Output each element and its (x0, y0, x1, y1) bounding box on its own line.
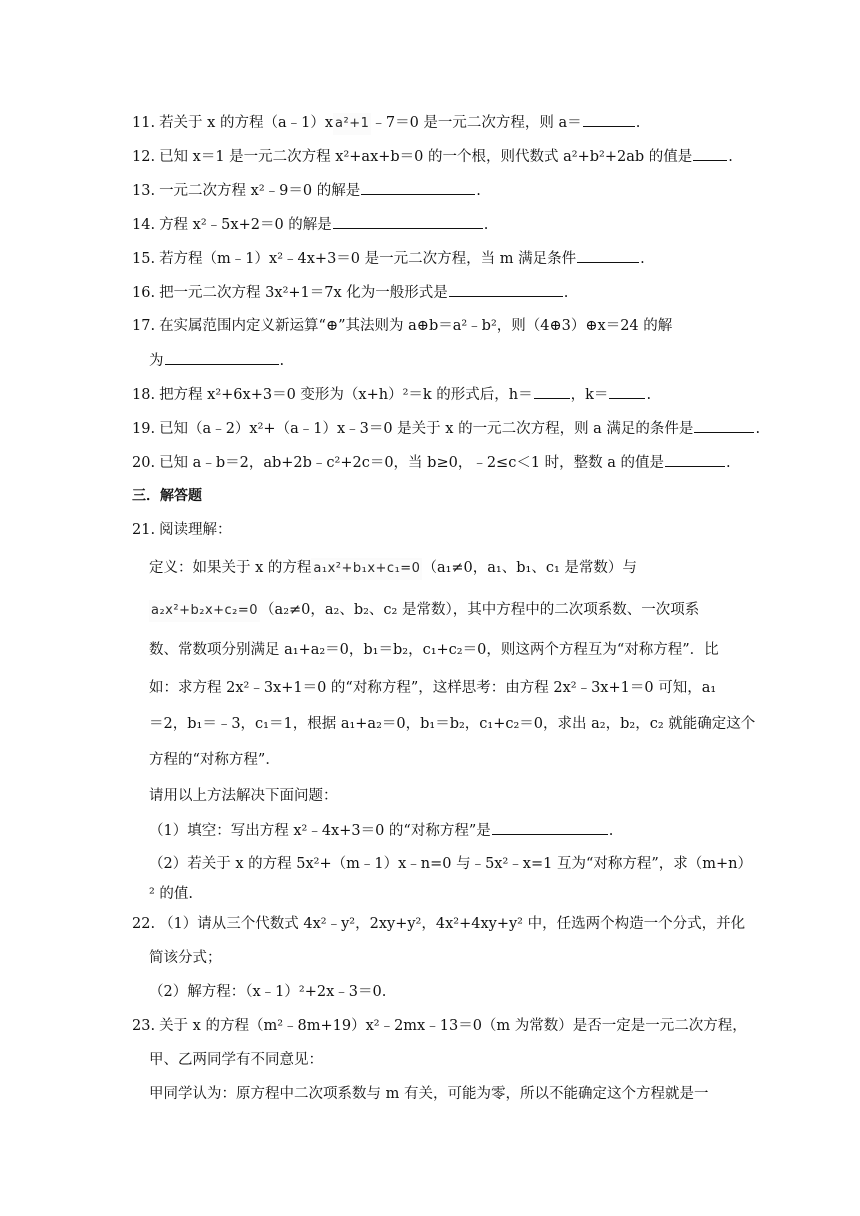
question-22-cont: 简该分式； (149, 950, 222, 966)
answer-blank[interactable] (693, 145, 727, 161)
question-22 (132, 913, 745, 935)
period: . (476, 183, 481, 199)
question-title: 阅读理解： (159, 522, 232, 538)
definition-text: 定义：如果关于 x 的方程 (149, 560, 312, 576)
question-text-mid: ，k＝ (570, 387, 609, 403)
question-16 (132, 281, 568, 304)
answer-blank[interactable] (577, 247, 639, 263)
question-18 (132, 383, 651, 406)
question-text-cont: 为 (149, 353, 164, 369)
question-number: 15. (132, 251, 156, 267)
q21-definition-line-3: 数、常数项分别满足 a₁+a₂＝0，b₁＝b₂，c₁+c₂＝0，则这两个方程互为“对称方程”．比 (149, 642, 719, 658)
answer-blank[interactable] (361, 179, 475, 195)
q21-instruction: 请用以上方法解决下面问题： (149, 788, 338, 804)
question-text: 已知（a﹣2）x²+（a﹣1）x﹣3＝0 是关于 x 的一元二次方程，则 a 满足的条件是 (159, 421, 694, 437)
definition-text: （a₁≠0，a₁、b₁、c₁ 是常数）与 (422, 560, 637, 576)
question-23-jia: 甲同学认为：原方程中二次项系数与 m 有关，可能为零，所以不能确定这个方程就是一 (149, 1086, 709, 1102)
question-23 (132, 1015, 747, 1037)
q21-part-2: （2）若关于 x 的方程 5x²+（m﹣1）x﹣n=0 与﹣5x²﹣x=1 互为“对称方程”，求（m+n） (149, 856, 753, 872)
question-14 (132, 213, 488, 236)
question-number: 14. (132, 217, 156, 233)
period: . (563, 285, 569, 301)
question-number: 11. (132, 115, 156, 131)
question-text: 把方程 x²+6x+3＝0 变形为（x+h）²＝k 的形式后，h＝ (159, 387, 533, 403)
question-20 (132, 451, 731, 474)
question-number: 16. (132, 285, 156, 301)
question-number: 20. (132, 455, 156, 471)
q21-part-1 (149, 819, 613, 842)
question-text: 关于 x 的方程（m²﹣8m+19）x²﹣2mx﹣13＝0（m 为常数）是否一定是一元二次方程， (159, 1018, 747, 1034)
question-23-cont: 甲、乙两同学有不同意见： (149, 1052, 323, 1068)
question-text: 若关于 x 的方程（a﹣1）x (159, 115, 334, 131)
period: . (608, 823, 614, 839)
question-number: 17. (132, 318, 156, 334)
part-text: （1）填空：写出方程 x²﹣4x+3＝0 的“对称方程”是 (149, 823, 491, 839)
q21-definition-line-1 (149, 557, 637, 580)
period: . (635, 115, 641, 131)
q21-definition-line-5: ＝2，b₁＝﹣3，c₁＝1，根据 a₁+a₂＝0，b₁＝b₂，c₁+c₂＝0，求出 a₂，b₂，c₂ 就能确定这个 (149, 716, 756, 732)
question-17-cont (149, 349, 284, 372)
question-number: 22. (132, 916, 156, 932)
question-text: （1）请从三个代数式 4x²﹣y²，2xy+y²，4x²+4xy+y² 中，任选两个构造一个分式，并化 (159, 916, 746, 932)
period: . (646, 387, 652, 403)
question-text: 把一元二次方程 3x²+1＝7x 化为一般形式是 (159, 285, 448, 301)
q21-definition-line-4: 如：求方程 2x²﹣3x+1＝0 的“对称方程”，这样思考：由方程 2x²﹣3x+1＝0 可知，a₁ (149, 680, 717, 696)
question-text: 一元二次方程 x²﹣9＝0 的解是 (159, 183, 361, 199)
question-number: 13. (132, 183, 156, 199)
equation-image-2: a₂x²+b₂x+c₂=0 (149, 600, 260, 622)
period: . (726, 455, 731, 471)
question-number: 21. (132, 522, 156, 538)
question-11 (132, 111, 640, 135)
answer-blank[interactable] (449, 281, 563, 297)
question-text: 方程 x²﹣5x+2＝0 的解是 (159, 217, 332, 233)
period: . (279, 353, 285, 369)
question-22-part-2: （2）解方程：（x﹣1）²+2x﹣3＝0. (149, 984, 387, 1000)
question-17 (132, 315, 672, 337)
question-number: 19. (132, 421, 156, 437)
question-number: 23. (132, 1018, 156, 1034)
answer-blank-k[interactable] (609, 383, 645, 399)
period: . (483, 217, 489, 233)
equation-image-1: a₁x²+b₁x+c₁=0 (311, 558, 422, 580)
question-12 (132, 145, 733, 168)
question-text-cont: ﹣7＝0 是一元二次方程，则 a＝ (371, 115, 582, 131)
period: . (728, 149, 733, 165)
answer-blank[interactable] (583, 111, 635, 127)
question-text: 若方程（m﹣1）x²﹣4x+3＝0 是一元二次方程，当 m 满足条件 (159, 251, 577, 267)
section-heading: 三．解答题 (132, 488, 202, 504)
question-21 (132, 519, 232, 541)
question-text: 已知 a﹣b＝2，ab+2b﹣c²+2c＝0，当 b≥0，﹣2≤c＜1 时，整数 a 的值是 (159, 455, 665, 471)
question-text: 已知 x＝1 是一元二次方程 x²+ax+b＝0 的一个根，则代数式 a²+b²+2ab 的值是 (159, 149, 693, 165)
period: . (640, 251, 645, 267)
answer-blank[interactable] (165, 349, 279, 365)
q21-definition-line-2 (149, 599, 699, 622)
question-number: 18. (132, 387, 156, 403)
answer-blank[interactable] (665, 451, 725, 467)
question-13 (132, 179, 481, 202)
question-15 (132, 247, 645, 270)
q21-part-2-cont: ² 的值. (149, 886, 194, 902)
answer-blank[interactable] (492, 819, 608, 835)
period: . (755, 421, 761, 437)
q21-definition-line-6: 方程的“对称方程”． (149, 752, 280, 768)
answer-blank[interactable] (333, 213, 483, 229)
question-19 (132, 417, 760, 440)
question-number: 12. (132, 149, 156, 165)
question-text: 在实属范围内定义新运算“⊕”其法则为 a⊕b＝a²﹣b²，则（4⊕3）⊕x＝24 的解 (159, 318, 673, 334)
exponent-formula-image: a²+1 (333, 113, 371, 135)
definition-text: （a₂≠0，a₂、b₂、c₂ 是常数），其中方程中的二次项系数、一次项系 (260, 602, 700, 618)
answer-blank-h[interactable] (534, 383, 570, 399)
answer-blank[interactable] (694, 417, 754, 433)
